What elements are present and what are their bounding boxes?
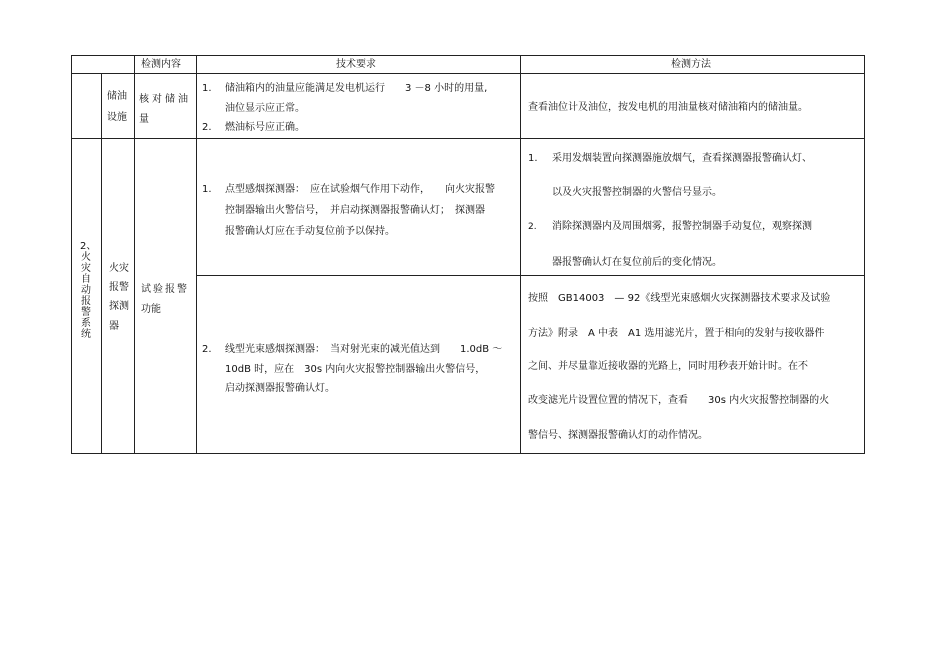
row2-req1-line3: 报警确认灯应在手动复位前予以保持。 bbox=[225, 226, 395, 237]
row2-content-line2: 功能 bbox=[141, 304, 161, 315]
row2-req2-number: 2. bbox=[202, 344, 212, 355]
row2-facility-line4: 器 bbox=[109, 321, 119, 332]
row1-req1-line2: 油位显示应正常。 bbox=[225, 103, 305, 114]
row2-method3-line4: 改变滤光片设置位置的情况下，查看 30s 内火灾报警控制器的火 bbox=[528, 395, 830, 406]
row1-divider bbox=[71, 138, 865, 139]
col4-divider bbox=[520, 55, 521, 454]
row2-content-line1: 试验报警 bbox=[141, 284, 189, 295]
table-border-top bbox=[71, 55, 865, 56]
row1-req1-line1: 储油箱内的油量应能满足发电机运行 3 －8 小时的用量, bbox=[225, 83, 488, 94]
row2-method2-number: 2. bbox=[528, 222, 537, 232]
row1-method: 查看油位计及油位，按发电机的用油量核对储油箱内的储油量。 bbox=[528, 102, 808, 113]
header-inspection-content: 检测内容 bbox=[141, 59, 181, 70]
row2-method3-line1: 按照 GB14003 — 92《线型光束感烟火灾探测器技术要求及试验 bbox=[528, 293, 831, 304]
row2-system-label: 2、火灾自动报警系统 bbox=[80, 241, 97, 340]
row2-method2-line1: 消除探测器内及周围烟雾，报警控制器手动复位，观察探测 bbox=[552, 221, 812, 232]
row1-req1-number: 1. bbox=[202, 83, 212, 94]
row2-method3-line2: 方法》附录 A 中表 A1 选用滤光片，置于相向的发射与接收器件 bbox=[528, 328, 825, 339]
row2-req2-line3: 启动探测器报警确认灯。 bbox=[225, 383, 335, 394]
row2-method2-line2: 器报警确认灯在复位前后的变化情况。 bbox=[552, 257, 722, 268]
row1-facility-line2: 设施 bbox=[107, 112, 127, 123]
row2-facility-line2: 报警 bbox=[109, 282, 129, 293]
row1-req2-line1: 燃油标号应正确。 bbox=[225, 122, 305, 133]
row2-req1-line1: 点型感烟探测器： 应在试验烟气作用下动作， 向火灾报警 bbox=[225, 184, 495, 195]
row2-method1-line2: 以及火灾报警控制器的火警信号显示。 bbox=[552, 187, 722, 198]
col2-divider bbox=[134, 55, 135, 454]
row1-content-line1: 核对储油 bbox=[139, 94, 191, 105]
row2-facility-line3: 探测 bbox=[109, 301, 129, 312]
row2-req2-line2: 10dB 时，应在 30s 内向火灾报警控制器输出火警信号， bbox=[225, 364, 486, 375]
col3-divider bbox=[196, 55, 197, 454]
table-border-left bbox=[71, 55, 72, 454]
row1-content-line2: 量 bbox=[139, 114, 149, 125]
row2-req1-line2: 控制器输出火警信号， 并启动探测器报警确认灯； 探测器 bbox=[225, 205, 485, 216]
header-technical-requirements: 技术要求 bbox=[336, 59, 376, 70]
header-inspection-method: 检测方法 bbox=[671, 59, 711, 70]
row2-facility-line1: 火灾 bbox=[109, 263, 129, 274]
row1-facility-line1: 储油 bbox=[107, 91, 127, 102]
table-border-right bbox=[864, 55, 865, 454]
col1-divider bbox=[101, 73, 102, 454]
row2-method3-line3: 之间、并尽量靠近接收器的光路上，同时用秒表开始计时。在不 bbox=[528, 361, 808, 372]
table-border-bottom bbox=[71, 453, 865, 454]
row2-method3-line5: 警信号、探测器报警确认灯的动作情况。 bbox=[528, 430, 708, 441]
row2-req1-number: 1. bbox=[202, 184, 212, 195]
header-divider bbox=[71, 73, 865, 74]
row2-method1-number: 1. bbox=[528, 153, 538, 164]
row2-method1-line1: 采用发烟装置向探测器施放烟气，查看探测器报警确认灯、 bbox=[552, 153, 812, 164]
row2-req2-line1: 线型光束感烟探测器： 当对射光束的减光值达到 1.0dB ～ bbox=[225, 344, 503, 355]
row1-req2-number: 2. bbox=[202, 122, 212, 133]
inspection-table bbox=[71, 55, 865, 454]
row2a-divider bbox=[196, 275, 865, 276]
